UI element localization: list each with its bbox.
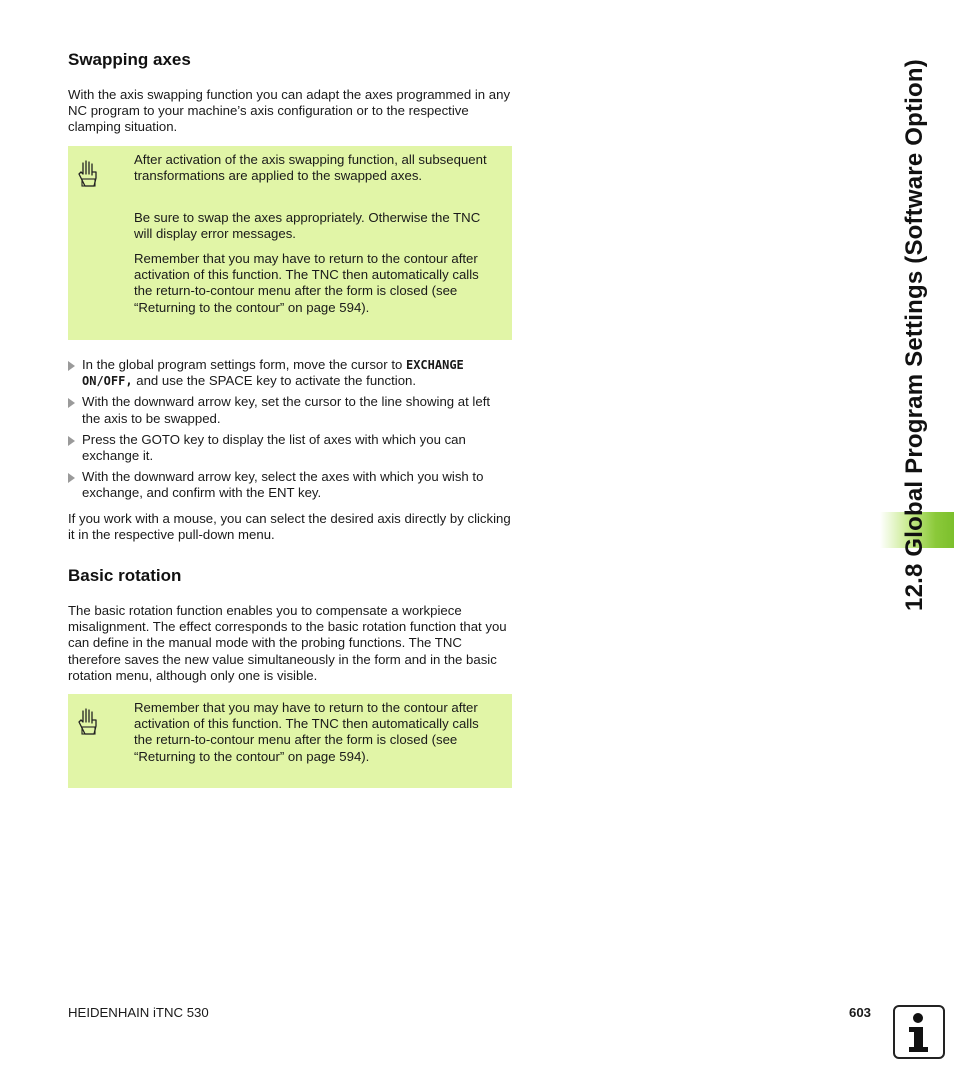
list-item: [68, 394, 512, 426]
swapping-axes-intro: With the axis swapping function you can adapt the axes programmed in any NC program to your machine’s axis configuration or to the respective clamping situation.: [68, 87, 511, 135]
note-paragraph: Remember that you may have to return to the contour after activation of this function. The TNC then automatically calls the return-to-contour menu after the form is closed (see “Returning to the contour” on page 594).: [134, 700, 479, 764]
note-box-swapping: [68, 146, 512, 340]
running-header: [880, 30, 950, 640]
triangle-bullet-icon: [68, 436, 75, 446]
list-item: [68, 432, 512, 464]
section-heading-swapping-axes: Swapping axes: [68, 50, 191, 69]
step-text: With the downward arrow key, select the axes with which you wish to exchange, and confirm with the ENT key.: [82, 469, 484, 501]
mouse-hint: If you work with a mouse, you can select the desired axis directly by clicking it in the respective pull-down menu.: [68, 511, 511, 543]
triangle-bullet-icon: [68, 398, 75, 408]
step-text: Press the GOTO key to display the list of axes with which you can exchange it.: [82, 431, 466, 464]
footer-manual-name: HEIDENHAIN iTNC 530: [68, 1005, 209, 1020]
step-list: [68, 357, 512, 507]
step-text: and use the SPACE key to activate the function.: [132, 373, 417, 389]
triangle-bullet-icon: [68, 473, 75, 483]
list-item: [68, 357, 512, 389]
note-paragraph: After activation of the axis swapping function, all subsequent transformations are applied to the swapped axes.: [134, 152, 487, 184]
pointing-hand-icon: [77, 160, 101, 188]
info-icon: [893, 1005, 945, 1059]
page-number: 603: [849, 1005, 872, 1020]
info-glyph: [895, 1007, 943, 1057]
pointing-hand-icon: [77, 708, 101, 736]
step-text: In the global program settings form, move the cursor to: [82, 357, 406, 372]
softkey-code: EXCHANGE ON/OFF,: [82, 358, 464, 389]
section-heading-basic-rotation: Basic rotation: [68, 566, 182, 585]
note-box-rotation: [68, 694, 512, 788]
triangle-bullet-icon: [68, 361, 75, 371]
basic-rotation-intro: The basic rotation function enables you to compensate a workpiece misalignment. The effect corresponds to the basic rotation function that you can define in the manual mode with the probing functions. The TNC therefore saves the new value simultaneously in the form and in the basic rotation menu, although only one is visible.: [68, 603, 507, 683]
note-paragraph: Remember that you may have to return to the contour after activation of this function. The TNC then automatically calls the return-to-contour menu after the form is closed (see “Returning to the contour” on page 594).: [134, 251, 479, 315]
list-item: [68, 469, 512, 501]
chapter-title: 12.8 Global Program Settings (Software Option): [901, 59, 928, 611]
step-text: With the downward arrow key, set the cursor to the line showing at left the axis to be swapped.: [82, 394, 491, 426]
note-paragraph: Be sure to swap the axes appropriately. Otherwise the TNC will display error messages.: [134, 210, 481, 242]
